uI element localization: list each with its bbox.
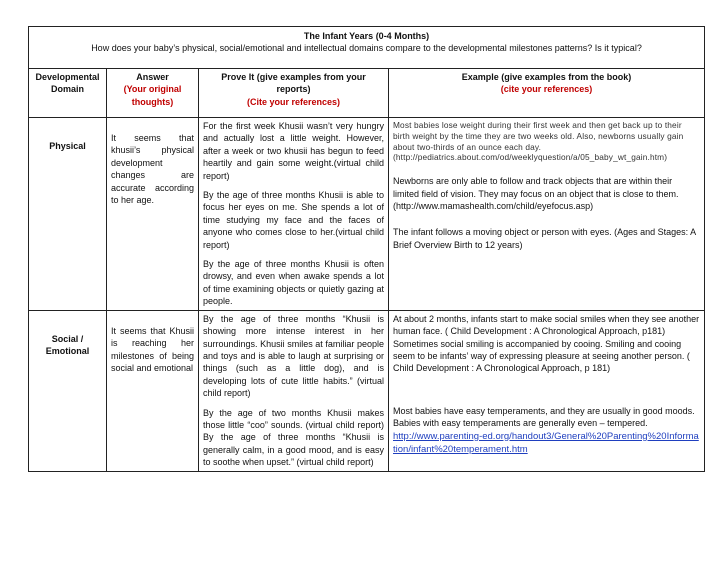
header-domain-label: Developmental Domain xyxy=(35,72,100,95)
answer-cell xyxy=(107,118,199,311)
title-cell xyxy=(29,27,705,69)
header-example-label: Example (give examples from the book) xyxy=(461,72,632,82)
header-answer-label: Answer xyxy=(136,72,169,82)
title-row xyxy=(29,27,705,69)
table-row xyxy=(29,118,705,311)
header-prove xyxy=(199,69,389,118)
prove-text: By the age of three months Khusii is often drowsy, and even when awake spends a lot of time examining objects or quietly gazing at people. xyxy=(203,259,384,307)
example-cell xyxy=(389,118,705,311)
prove-text: By the age of three months Khusii is able to focus her eyes on me. She spends a lot of time studying my face and the faces of anyone who comes close to her.(virtual child report) xyxy=(203,190,384,250)
example-text: Newborns are only able to follow and track objects that are within their limited field of vision. They may focus on an object that is close to them. (http://www.mamashealth.com/child/eyefocus.asp) xyxy=(393,176,679,211)
domain-label: Social / Emotional xyxy=(45,333,90,357)
prove-text: By the age of three months “Khusii is showing more intense interest in her surroundings. Khusii smiles at familiar people and toys and is able to laugh at surprising or things (such as a little dog), and is developing lots of cute little habits.” (virtual child report) xyxy=(203,313,384,399)
domain-cell-social xyxy=(29,310,107,471)
header-example xyxy=(389,69,705,118)
answer-cell xyxy=(107,310,199,471)
header-answer-note: (Your original thoughts) xyxy=(123,84,182,107)
prove-text: For the first week Khusii wasn’t very hungry and actually lost a little weight. However, after a week or two khusii has begun to feed heartily and gain some weight.(virtual child report) xyxy=(203,121,384,181)
example-text: Most babies lose weight during their first week and then get back up to their birth weight by the time they are two weeks old. Also, newborns usually gain about two-thirds of an ounce each day. (http://pediatrics.about.com/od/weeklyquestion/a/05_baby_wt_gain.htm) xyxy=(393,120,684,163)
prove-cell xyxy=(199,118,389,311)
prove-text: By the age of two months Khusii makes those little “coo” sounds. (virtual child report) By the age of three months “Khusii is generally calm, in a good mood, and is easy to soothe when upset.” (virtual child report) xyxy=(203,407,384,468)
table-row xyxy=(29,310,705,471)
example-text: Most babies have easy temperaments, and they are usually in good moods. Babies with easy temperaments are generally even – tempered. xyxy=(393,405,695,429)
answer-text: It seems that Khusii is reaching her milestones of being social and emotional xyxy=(111,325,194,373)
reference-link[interactable]: http://www.parenting-ed.org/handout3/General%20Parenting%20Information/infant%20temperament.htm xyxy=(393,430,699,455)
page-question: How does your baby’s physical, social/emotional and intellectual domains compare to the developmental milestones patterns? Is it typical? xyxy=(91,43,642,54)
answer-text: It seems that khusii’s physical development changes are accurate according to her age. xyxy=(111,133,194,206)
header-answer xyxy=(107,69,199,118)
prove-cell xyxy=(199,310,389,471)
header-domain xyxy=(29,69,107,118)
domain-cell-physical xyxy=(29,118,107,311)
example-text: At about 2 months, infants start to make social smiles when they see another human face. ( Child Development : A Chronological Approach, p181) Sometimes social smiling is accompanied by cooing. Smiling and cooing seem to be infants’ way of expressing pleasure at seeing another person. ( Child Development : A Chronological Approach, p 181) xyxy=(393,313,700,374)
header-prove-note: (Cite your references) xyxy=(246,96,341,107)
milestones-table xyxy=(28,26,705,472)
header-prove-label: Prove It (give examples from your reports) xyxy=(221,72,366,95)
example-text: The infant follows a moving object or person with eyes. (Ages and Stages: A Brief Overview Birth to 12 years) xyxy=(393,227,696,250)
header-example-note: (cite your references) xyxy=(500,84,593,95)
page-title: The Infant Years (0-4 Months) xyxy=(303,31,430,41)
example-cell xyxy=(389,310,705,471)
domain-label: Physical xyxy=(49,141,86,151)
header-row xyxy=(29,69,705,118)
